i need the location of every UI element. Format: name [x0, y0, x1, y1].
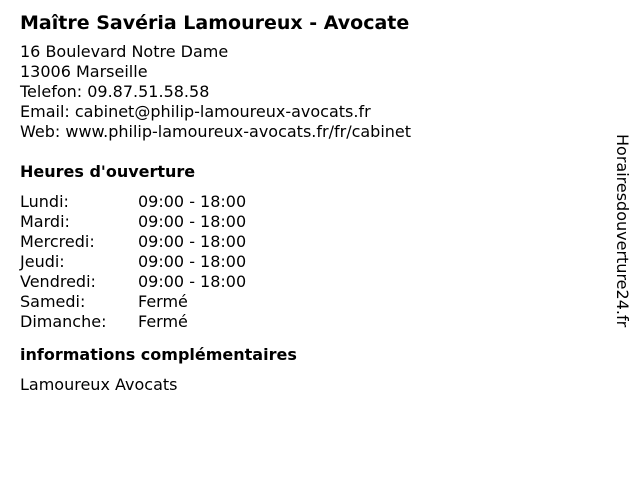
hours-day: Vendredi:	[20, 272, 96, 291]
hours-time: Fermé	[138, 312, 188, 331]
hours-time: 09:00 - 18:00	[138, 192, 247, 211]
hours-row-saturday	[20, 292, 590, 312]
hours-day: Lundi:	[20, 192, 69, 211]
address-email: Email: cabinet@philip-lamoureux-avocats.fr	[20, 102, 371, 121]
address-street: 16 Boulevard Notre Dame	[20, 42, 229, 61]
business-card	[20, 10, 590, 395]
hours-row-friday	[20, 272, 590, 292]
page-title: Maître Savéria Lamoureux - Avocate	[20, 12, 410, 34]
hours-day: Jeudi:	[20, 252, 65, 271]
hours-time: 09:00 - 18:00	[138, 232, 247, 251]
hours-title: Heures d'ouverture	[20, 162, 196, 181]
hours-table	[20, 192, 590, 332]
hours-day: Mercredi:	[20, 232, 95, 251]
hours-day: Samedi:	[20, 292, 86, 311]
hours-row-wednesday	[20, 232, 590, 252]
hours-time: 09:00 - 18:00	[138, 252, 247, 271]
side-brand-text: Horairesdouverture24.fr	[613, 134, 632, 328]
hours-day: Mardi:	[20, 212, 70, 231]
address-phone: Telefon: 09.87.51.58.58	[20, 82, 210, 101]
hours-day: Dimanche:	[20, 312, 107, 331]
hours-row-thursday	[20, 252, 590, 272]
address-city: 13006 Marseille	[20, 62, 148, 81]
hours-time: 09:00 - 18:00	[138, 212, 247, 231]
hours-time: 09:00 - 18:00	[138, 272, 247, 291]
info-title: informations complémentaires	[20, 345, 297, 364]
hours-row-monday	[20, 192, 590, 212]
hours-row-sunday	[20, 312, 590, 332]
address-web: Web: www.philip-lamoureux-avocats.fr/fr/cabinet	[20, 122, 412, 141]
address-block	[20, 42, 590, 142]
info-text: Lamoureux Avocats	[20, 375, 178, 394]
hours-time: Fermé	[138, 292, 188, 311]
hours-row-tuesday	[20, 212, 590, 232]
